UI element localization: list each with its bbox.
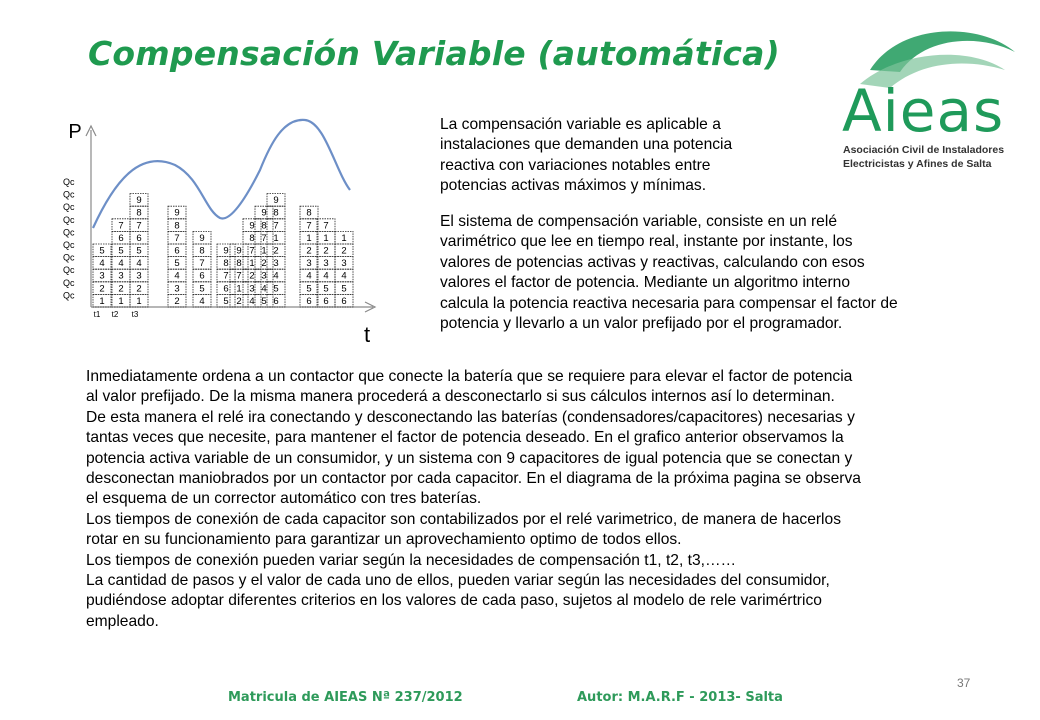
capacitor-step-label: 7 <box>174 232 180 244</box>
capacitor-step-label: 2 <box>261 258 267 270</box>
capacitor-step-label: 2 <box>306 245 312 257</box>
capacitor-step-label: 1 <box>341 232 347 244</box>
capacitor-step-label: 7 <box>223 270 229 282</box>
capacitor-step-label: 5 <box>99 245 105 257</box>
capacitor-step-label: 8 <box>174 220 180 232</box>
text-line: tantas veces que necesite, para mantener el factor de potencia deseado. En el grafico anterior observamos la <box>86 429 844 447</box>
capacitor-step-label: 7 <box>273 220 279 232</box>
text-line: al valor prefijado. De la misma manera procederá a desconectarlo si sus cálculos internos así lo determinan. <box>86 388 835 406</box>
capacitor-step-label: 5 <box>306 283 312 295</box>
capacitor-step-label: 5 <box>341 283 347 295</box>
qc-label: Qc <box>63 277 75 288</box>
page-number: 37 <box>957 676 971 690</box>
text-line: potencia activa variable de un consumidor, y un sistema con 9 capacitores de igual potencia que se conectan y <box>86 449 853 467</box>
capacitor-step-label: 2 <box>174 295 180 307</box>
text-line: potencia y llevarlo a un valor prefijado por el programador. <box>440 315 843 333</box>
capacitor-step-label: 1 <box>249 258 255 270</box>
qc-label: Qc <box>63 214 75 225</box>
capacitor-step-label: 7 <box>306 220 312 232</box>
text-line: El sistema de compensación variable, consiste en un relé <box>440 213 837 230</box>
capacitor-step-label: 4 <box>306 270 312 282</box>
capacitor-step-label: 5 <box>223 295 229 307</box>
capacitor-step-label: 2 <box>323 245 329 257</box>
footer-registration: Matricula de AIEAS Nª 237/2012 <box>228 690 463 705</box>
page-title: Compensación Variable (automática) <box>88 34 780 73</box>
capacitor-step-label: 2 <box>249 270 255 282</box>
capacitor-step-label: 1 <box>118 295 124 307</box>
capacitor-step-label: 8 <box>223 258 229 270</box>
capacitor-step-label: 4 <box>261 283 267 295</box>
x-axis-label: t <box>363 322 371 347</box>
capacitor-step-label: 3 <box>323 258 329 270</box>
text-line: empleado. <box>86 612 159 630</box>
qc-label: Qc <box>63 252 75 263</box>
capacitor-step-label: 9 <box>261 207 267 219</box>
capacitor-step-label: 4 <box>99 258 105 270</box>
text-line: De esta manera el relé ira conectando y desconectando las baterías (condensadores/capacitores) necesarias y <box>86 408 855 426</box>
capacitor-step-label: 1 <box>99 295 105 307</box>
capacitor-step-label: 3 <box>118 270 124 282</box>
text-line: valores de potencias activas y reactivas, calculando con esos <box>440 253 865 271</box>
aieas-logo <box>830 22 1030 182</box>
capacitor-step-label: 1 <box>136 295 142 307</box>
capacitor-step-label: 4 <box>118 258 124 270</box>
capacitor-step-label: 1 <box>323 232 329 244</box>
capacitor-step-label: 3 <box>261 270 267 282</box>
capacitor-step-label: 5 <box>273 283 279 295</box>
footer-author: Autor: M.A.R.F - 2013- Salta <box>577 690 783 705</box>
text-line: Los tiempos de conexión de cada capacitor son contabilizados por el relé varimetrico, de manera de hacerlos <box>86 510 841 528</box>
logo-subtitle-line-2: Electricistas y Afines de Salta <box>843 158 992 170</box>
capacitor-step-diagram <box>55 110 385 350</box>
capacitor-step-label: 4 <box>273 270 279 282</box>
paragraph-intro <box>440 115 732 197</box>
capacitor-step-label: 7 <box>323 220 329 232</box>
qc-label: Qc <box>63 177 75 187</box>
text-line: desconectan maniobrados por un contactor por cada capacitor. En el diagrama de la próxima pagina se observa <box>86 470 861 488</box>
capacitor-step-label: 3 <box>341 258 347 270</box>
capacitor-step-label: 8 <box>273 207 279 219</box>
capacitor-step-label: 9 <box>273 195 279 207</box>
text-line: La compensación variable es aplicable a <box>440 116 721 133</box>
capacitor-step-label: 4 <box>136 258 142 270</box>
capacitor-step-label: 1 <box>236 283 242 295</box>
capacitor-step-label: 4 <box>341 270 347 282</box>
capacitor-step-label: 6 <box>306 295 312 307</box>
text-line: La cantidad de pasos y el valor de cada uno de ellos, pueden variar según las necesidades del consumidor, <box>86 572 830 590</box>
capacitor-step-label: 9 <box>249 220 255 232</box>
y-axis-label: P <box>68 121 82 143</box>
paragraph-system <box>440 212 898 334</box>
capacitor-step-label: 9 <box>223 245 229 257</box>
capacitor-step-label: 5 <box>118 245 124 257</box>
capacitor-step-label: 7 <box>236 270 242 282</box>
capacitor-step-label: 7 <box>249 245 255 257</box>
capacitor-step-label: 4 <box>323 270 329 282</box>
qc-label: Qc <box>63 265 75 276</box>
text-line: varimétrico que lee en tiempo real, instante por instante, los <box>440 233 853 251</box>
text-line: Los tiempos de conexión pueden variar según la necesidades de compensación t1, t2, t3,…… <box>86 551 737 569</box>
text-line: potencias activas máximos y mínimas. <box>440 177 707 195</box>
capacitor-step-label: 4 <box>174 270 180 282</box>
capacitor-step-label: 3 <box>99 270 105 282</box>
capacitor-step-label: 7 <box>199 258 205 270</box>
capacitor-step-label: 5 <box>136 245 142 257</box>
time-label: t1 <box>93 310 101 319</box>
capacitor-step-label: 2 <box>273 245 279 257</box>
capacitor-step-label: 9 <box>199 232 205 244</box>
qc-label: Qc <box>63 240 75 250</box>
capacitor-step-label: 3 <box>174 283 180 295</box>
text-line: pudiéndose adoptar diferentes criterios en los valores de cada paso, sujetos al modelo de rele varimértrico <box>86 592 822 610</box>
capacitor-step-label: 1 <box>306 232 312 244</box>
capacitor-step-label: 7 <box>136 220 142 232</box>
qc-label: Qc <box>63 189 75 200</box>
capacitor-step-label: 8 <box>261 220 267 232</box>
text-line: rotar en su funcionamiento para garantizar un aprovechamiento optimo de todos ellos. <box>86 531 682 549</box>
capacitor-step-label: 5 <box>174 258 180 270</box>
capacitor-step-label: 3 <box>249 283 255 295</box>
capacitor-step-label: 9 <box>236 245 242 257</box>
capacitor-step-label: 4 <box>249 295 255 307</box>
qc-label: Qc <box>63 227 75 238</box>
text-line: calcula la potencia reactiva necesaria para compensar el factor de <box>440 294 898 312</box>
capacitor-step-label: 6 <box>199 270 205 282</box>
qc-label: Qc <box>63 290 75 301</box>
capacitor-step-label: 7 <box>261 232 267 244</box>
capacitor-step-label: 6 <box>136 232 142 244</box>
capacitor-step-label: 2 <box>118 283 124 295</box>
capacitor-step-label: 6 <box>323 295 329 307</box>
capacitor-step-label: 2 <box>341 245 347 257</box>
capacitor-step-label: 3 <box>273 258 279 270</box>
capacitor-step-label: 4 <box>199 295 205 307</box>
text-line: instalaciones que demanden una potencia <box>440 136 733 154</box>
capacitor-step-label: 8 <box>306 207 312 219</box>
capacitor-step-label: 6 <box>341 295 347 307</box>
capacitor-step-label: 2 <box>136 283 142 295</box>
capacitor-step-label: 6 <box>273 295 279 307</box>
logo-wordmark: Aieas <box>842 77 1005 145</box>
capacitor-step-label: 8 <box>236 258 242 270</box>
text-line: Inmediatamente ordena a un contactor que conecte la batería que se requiere para elevar el factor de potencia <box>86 368 853 385</box>
capacitor-step-label: 3 <box>136 270 142 282</box>
diagram-svg <box>55 110 385 350</box>
capacitor-step-label: 5 <box>199 283 205 295</box>
text-line: valores el factor de potencia. Mediante un algoritmo interno <box>440 274 851 292</box>
capacitor-step-label: 8 <box>136 207 142 219</box>
capacitor-step-label: 6 <box>118 232 124 244</box>
qc-label: Qc <box>63 202 75 213</box>
logo-subtitle-line-1: Asociación Civil de Instaladores <box>843 144 1005 156</box>
text-line: reactiva con variaciones notables entre <box>440 156 711 174</box>
capacitor-step-label: 9 <box>174 207 180 219</box>
capacitor-step-label: 7 <box>118 220 124 232</box>
capacitor-step-label: 1 <box>261 245 267 257</box>
capacitor-step-label: 8 <box>199 245 205 257</box>
capacitor-step-label: 6 <box>223 283 229 295</box>
capacitor-step-label: 3 <box>306 258 312 270</box>
text-line: el esquema de un corrector automático con tres baterías. <box>86 490 482 508</box>
capacitor-step-label: 8 <box>249 232 255 244</box>
capacitor-step-label: 6 <box>174 245 180 257</box>
paragraph-body <box>86 367 861 632</box>
capacitor-step-label: 5 <box>323 283 329 295</box>
capacitor-step-label: 2 <box>236 295 242 307</box>
capacitor-step-label: 5 <box>261 295 267 307</box>
time-label: t2 <box>111 310 119 319</box>
capacitor-step-label: 2 <box>99 283 105 295</box>
capacitor-step-label: 1 <box>273 232 279 244</box>
time-label: t3 <box>131 310 139 319</box>
capacitor-step-label: 9 <box>136 195 142 207</box>
